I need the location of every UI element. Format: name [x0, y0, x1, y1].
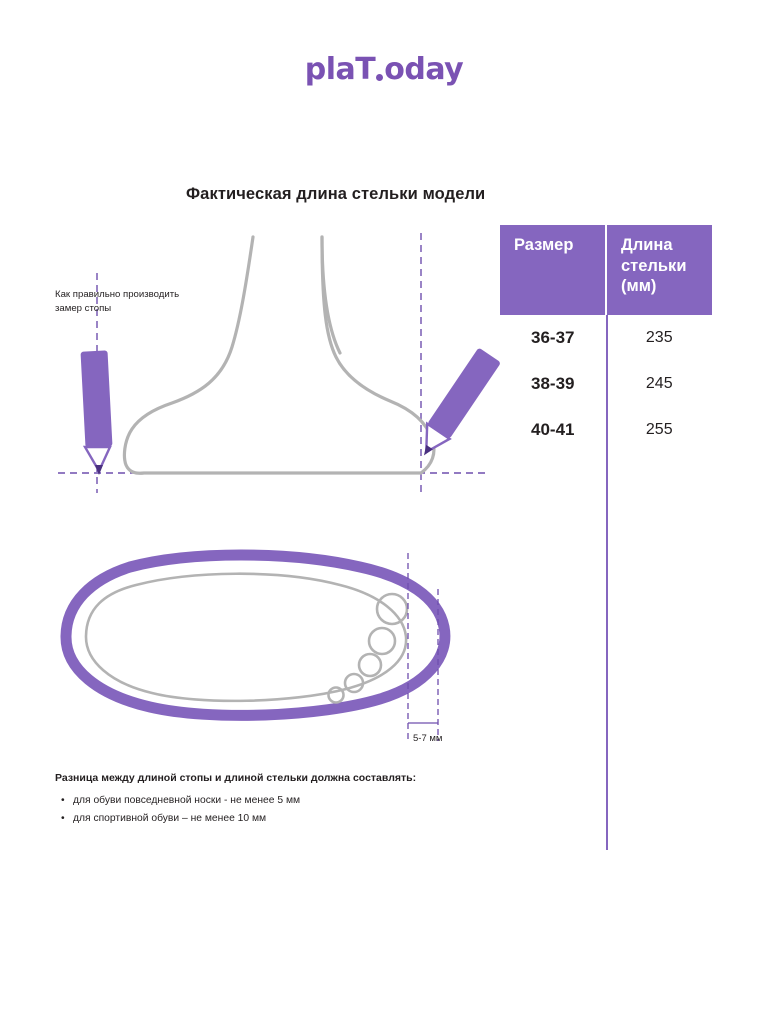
- table-divider-line: [606, 315, 608, 850]
- table-cell-size: 36-37: [500, 315, 606, 361]
- table-header-row: [500, 225, 712, 315]
- table-header-length-line1: Длина: [621, 236, 673, 254]
- brand-logo-text-part3: oday: [384, 52, 464, 87]
- pencil-heel-icon: [81, 350, 113, 475]
- table-cell-length: 245: [606, 361, 712, 407]
- difference-notes-list: [55, 792, 495, 827]
- table-header-length-line2: стельки: [621, 256, 687, 275]
- measurement-instruction-line1: Как правильно производить: [55, 289, 180, 300]
- table-cell-length: 235: [606, 315, 712, 361]
- table-cell-size: 38-39: [500, 361, 606, 407]
- insole-top-view-diagram: [40, 545, 510, 760]
- brand-logo-dot-icon: [376, 74, 383, 81]
- insole-outline: [66, 555, 445, 715]
- difference-notes-title: Разница между длиной стопы и длиной стельки должна составлять:: [55, 772, 417, 784]
- list-item: • для обуви повседневной носки - не менее 5 мм: [55, 792, 495, 810]
- measurement-instruction-line2: замер стопы: [55, 302, 112, 314]
- table-header-length: [606, 225, 712, 315]
- table-header-size: Размер: [500, 225, 606, 315]
- foot-outline-top: [86, 574, 406, 701]
- table-header-length-line3: (мм): [621, 277, 657, 296]
- table-cell-size: 40-41: [500, 407, 606, 453]
- toes-group: [329, 594, 408, 703]
- pencil-toe-icon: [412, 347, 501, 462]
- gap-measure-label: 5-7 мм: [413, 733, 443, 744]
- list-item: • для спортивной обуви – не менее 10 мм: [55, 810, 495, 828]
- foot-side-view-diagram: [40, 225, 510, 505]
- page-title: Фактическая длина стельки модели: [186, 185, 486, 203]
- brand-logo: [0, 52, 768, 87]
- foot-outline: [124, 237, 433, 473]
- table-cell-length: 255: [606, 407, 712, 453]
- measurement-instruction-note: [55, 288, 255, 316]
- foot-instep-line: [322, 237, 340, 353]
- brand-logo-text-part1: pla: [304, 52, 356, 87]
- brand-logo-text-part2: T: [355, 52, 376, 87]
- difference-notes: [55, 772, 495, 827]
